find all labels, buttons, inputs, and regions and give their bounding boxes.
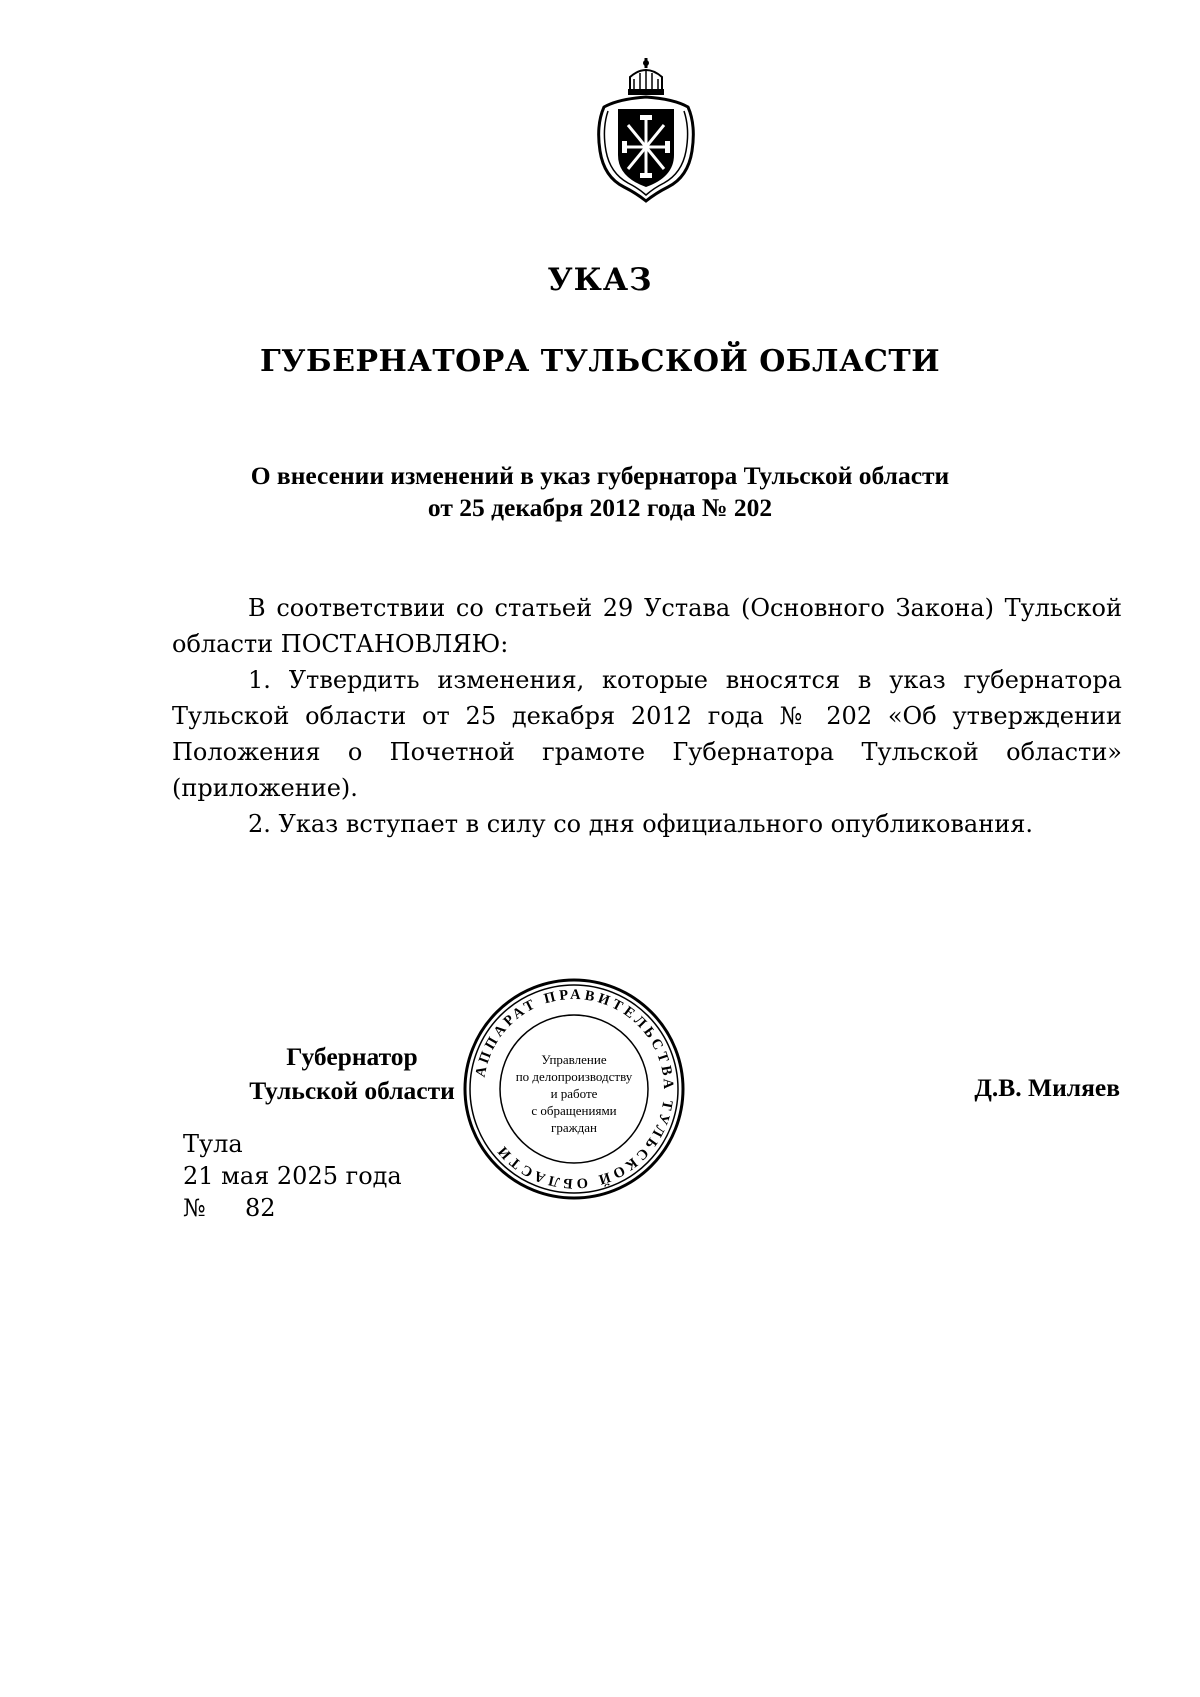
stamp-center-line-2: по делопроизводству — [515, 1069, 633, 1084]
preamble-paragraph: В соответствии со статьей 29 Устава (Основного Закона) Тульской области ПОСТАНОВЛЯЮ: — [172, 594, 1122, 658]
stamp-center-line-5: граждан — [551, 1120, 597, 1135]
document-type-heading: УКАЗ — [547, 262, 653, 298]
stamp-center-line-1: Управление — [541, 1052, 607, 1067]
issuer-heading: ГУБЕРНАТОРА ТУЛЬСКОЙ ОБЛАСТИ — [259, 344, 941, 379]
stamp-center-line-3: и работе — [550, 1086, 598, 1101]
coat-of-arms-emblem — [590, 55, 702, 205]
city: Тула — [183, 1130, 243, 1158]
document-subject — [0, 460, 1200, 524]
stamp-center-line-4: с обращениями — [531, 1103, 617, 1118]
number-sign: № — [183, 1194, 206, 1222]
position-line-2: Тульской области — [249, 1076, 455, 1105]
stamp-ring-text: АППАРАТ ПРАВИТЕЛЬСТВА ТУЛЬСКОЙ ОБЛАСТИ — [472, 986, 677, 1192]
number-value: 82 — [245, 1194, 276, 1222]
signatory-position — [232, 1040, 472, 1108]
subject-line-1: О внесении изменений в указ губернатора Тульской области — [250, 461, 950, 490]
item-2-paragraph: 2. Указ вступает в силу со дня официального опубликования. — [248, 810, 1033, 838]
subject-line-2: от 25 декабря 2012 года № 202 — [427, 493, 773, 522]
document-number — [183, 1192, 402, 1224]
document-place-date — [183, 1128, 402, 1224]
official-stamp — [462, 977, 686, 1201]
signatory-name: Д.В. Миляев — [974, 1073, 1120, 1102]
position-line-1: Губернатор — [286, 1042, 418, 1071]
item-1-paragraph: 1. Утвердить изменения, которые вносятся в указ губернатора Тульской области от 25 декабря 2012 года № 202 «Об утверждении Положения о Почетной грамоте Губернатора Тульской области» (приложение). — [172, 666, 1122, 802]
document-body — [172, 590, 1122, 842]
issue-date: 21 мая 2025 года — [183, 1162, 402, 1190]
